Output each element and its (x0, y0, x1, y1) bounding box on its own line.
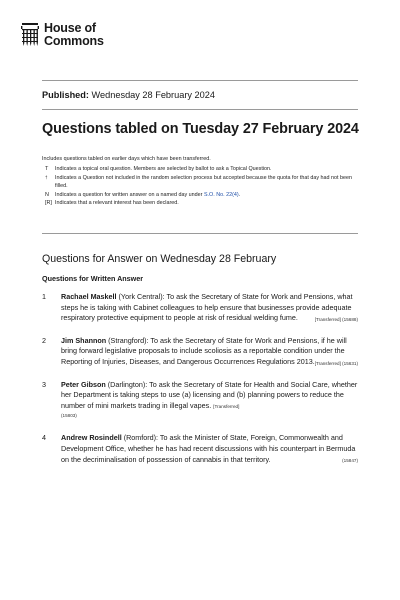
question-item (42, 433, 358, 464)
legend-text-main: Indicates a question for written answer on a named day under (55, 191, 204, 198)
question-transferred-tag: [Transferred] (213, 403, 240, 409)
question-text: To ask the Secretary of State for Work and Pensions, what steps he is taking with Cabinet colleagues to help ensure that businesses provide adequate respiratory protective equipment to people at risk of residual welding fume. (61, 292, 353, 323)
question-number: 1 (42, 292, 46, 301)
legend-text: Indicates that a relevant interest has been declared. (55, 200, 179, 207)
section-subheading: Questions for Written Answer (42, 274, 144, 283)
legend-symbol: [R] (45, 200, 52, 207)
member-constituency: (York Central): (116, 292, 167, 301)
question-number: 3 (42, 379, 46, 389)
logo-line-1: House of (44, 21, 96, 35)
question-item (42, 292, 358, 323)
standing-order-link[interactable]: S.O. No. 22(4) (203, 191, 239, 198)
divider-top (42, 80, 358, 81)
question-reference: (15847) (342, 458, 358, 464)
question-body (61, 380, 358, 420)
section-heading: Questions for Answer on Wednesday 28 February (42, 253, 277, 265)
member-constituency: (Romford): (121, 433, 160, 443)
legend-text: Indicates a topical oral question. Members are selected by ballot to ask a Topical Question. (55, 166, 272, 172)
logo-line-2: Commons (44, 33, 104, 48)
page-title: Questions tabled on Tuesday 27 February 2024 (42, 121, 359, 137)
published-date: Wednesday 28 February 2024 (91, 90, 215, 100)
question-number: 2 (42, 335, 46, 345)
question-body (61, 292, 358, 323)
member-name: Rachael Maskell (61, 292, 117, 301)
legend-symbol: T (45, 166, 49, 172)
legend-item-interest (42, 199, 362, 208)
member-name: Jim Shannon (61, 335, 107, 345)
question-body (61, 336, 358, 367)
legend-item-named-day (42, 191, 362, 200)
legend-item-quota (42, 174, 362, 191)
intro-note: Includes questions tabled on earlier days which have been transferred. (42, 156, 211, 162)
legend-item-topical (42, 165, 362, 174)
question-reference: (15803) (61, 413, 77, 419)
legend-text-suffix: . (238, 191, 241, 198)
member-constituency: (Darlington): (105, 379, 150, 389)
questions-list (42, 292, 358, 464)
question-text: To ask the Secretary of State for Work and Pensions, if he will bring forward legislative proposals to include scoliosis as a reportable condition under the Reporting of Injuries, Diseases, and Dangerous Occurrences Regulations 2013. (61, 335, 347, 366)
member-name: Peter Gibson (61, 379, 106, 389)
divider-published (42, 109, 358, 110)
legend-symbol: N (45, 191, 49, 198)
question-item (42, 380, 358, 420)
question-text: To ask the Secretary of State for Health and Social Care, whether her Department is taking steps to use (a) licensing and (b) planning powers to reduce the number of mini markets trading in illegal vapes. (61, 379, 358, 410)
portcullis-icon (20, 23, 40, 47)
divider-section (42, 233, 358, 234)
question-body (61, 433, 358, 464)
question-number: 4 (42, 433, 46, 443)
published-label: Published: (42, 90, 89, 100)
member-name: Andrew Rosindell (61, 433, 122, 443)
member-constituency: (Strangford): (106, 335, 151, 345)
question-reference: [Transferred] (15631) (314, 360, 358, 366)
question-item (42, 336, 358, 367)
question-text: To ask the Minister of State, Foreign, Commonwealth and Development Office, whether he has had recent discussions with his counterpart in Bermuda on the decriminalisation of possession of cannabis in that territory. (61, 433, 356, 464)
published-line (42, 90, 215, 100)
question-reference: [Transferred] (15688) (314, 316, 358, 322)
legend-symbol: † (45, 174, 48, 180)
legend-text: Indicates a Question not included in the random selection process but accepted because the quota for that day had not been filled. (55, 174, 352, 190)
house-of-commons-logo (20, 22, 140, 50)
legend-text (55, 191, 362, 200)
symbol-legend (42, 165, 362, 208)
logo-wordmark (44, 22, 104, 47)
